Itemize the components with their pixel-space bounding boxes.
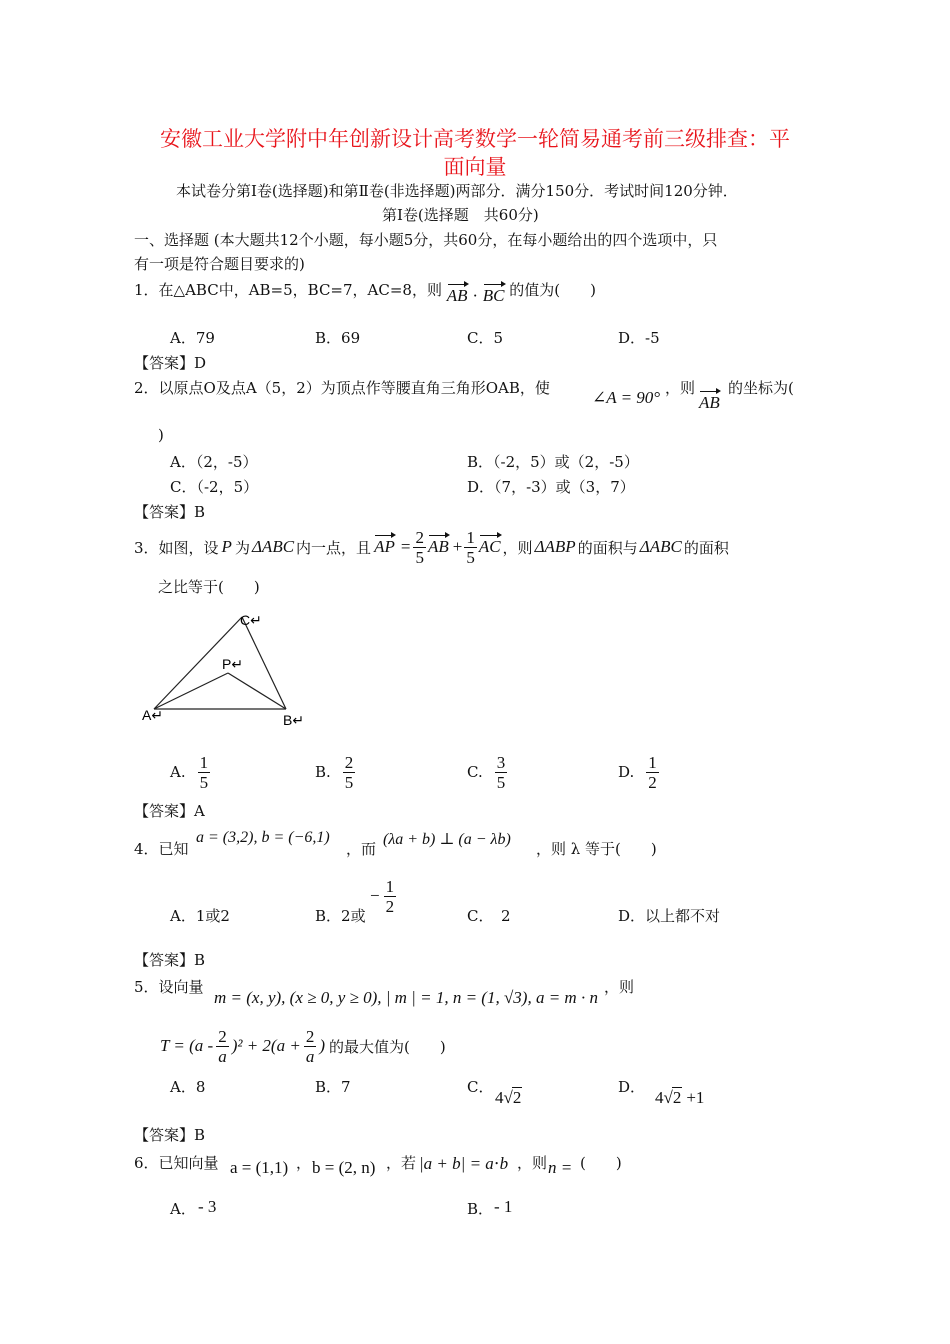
q3-triangle-abc: ΔABC [251, 537, 295, 556]
q3-line2: 之比等于( ) [158, 578, 260, 596]
q4-option-c: C． 2 [467, 907, 511, 925]
q5-condition: m = (x, y), (x ≥ 0, y ≥ 0), | m | = 1, n = (1, √3), a = m · n [214, 988, 598, 1007]
q4-mid: ，而 [346, 840, 377, 858]
q5-expr-frac-2 [304, 1027, 317, 1066]
q3-option-c-num: 3 [496, 752, 506, 772]
q5-answer: 【答案】B [134, 1126, 206, 1144]
section-heading-line1: 一、选择题 (本大题共12个小题，每小题5分，共60分，在每小题给出的四个选项中，只 [134, 231, 718, 249]
q5-option-c-value: 4√2 [495, 1088, 522, 1107]
page-title-line1: 安徽工业大学附中年创新设计高考数学一轮简易通考前三级排查：平 [160, 127, 790, 151]
q5-option-c-coef: 4 [495, 1088, 504, 1107]
q3-option-d-den: 2 [648, 772, 657, 792]
q5-expr-a: T = (a - [160, 1036, 214, 1055]
q2-angle-math: ∠A = 90° [592, 388, 661, 407]
q5-expression [160, 1022, 446, 1070]
q1-option-b: B．69 [315, 329, 361, 347]
q1-stem [134, 279, 597, 305]
q3-option-c-den: 5 [496, 772, 506, 792]
q1-option-d: D．-5 [618, 329, 660, 347]
q3-stem [134, 527, 729, 567]
q2-text: 2．以原点O及点A（5，2）为顶点作等腰直角三角形OAB，使 [134, 379, 550, 397]
q3-text-f: 的面积 [683, 538, 729, 557]
q3-vector-ap: AP [374, 537, 395, 556]
q3-option-a-num: 1 [199, 752, 209, 772]
q1-vector-ab: AB [446, 286, 468, 305]
q4-condition-1: a = (3,2), b = (−6,1) [196, 829, 330, 846]
q2-option-c: C．（-2，5） [170, 478, 259, 496]
q3-option-b-den: 5 [344, 772, 354, 792]
q2-option-b: B．（-2，5）或（2，-5） [467, 453, 639, 471]
q6-mid: ，若 [386, 1154, 417, 1172]
q6-text: 6．已知向量 [134, 1154, 219, 1172]
q3-option-b-letter: B. [315, 763, 331, 781]
q3-text-e: 的面积与 [577, 538, 638, 557]
q3-plus: + [452, 537, 463, 556]
q4-tail: ，则 λ 等于( ) [536, 840, 657, 858]
q5-option-b: B．7 [315, 1078, 351, 1096]
q3-answer: 【答案】A [134, 802, 205, 820]
part-heading: 第Ⅰ卷(选择题 共60分) [382, 206, 539, 224]
figure-label-b: B↵ [283, 712, 305, 728]
q3-option-a-den: 5 [199, 772, 209, 792]
q6-option-a: A． [170, 1200, 196, 1218]
q1-answer: 【答案】D [134, 354, 207, 372]
section-heading-line2: 有一项是符合题目要求的) [134, 255, 305, 273]
q3-frac-2 [464, 528, 477, 567]
q5-expr-b: )² + 2(a + [231, 1036, 301, 1055]
q6-option-b-value: - 1 [494, 1197, 513, 1216]
q5-tail: ，则 [604, 978, 635, 996]
q1-dot: · [472, 286, 478, 305]
q5-expr-tail: 的最大值为( ) [329, 1037, 446, 1056]
q3-option-d-frac [646, 753, 659, 792]
q3-option-b-num: 2 [344, 752, 354, 772]
q6-option-b: B． [467, 1200, 494, 1218]
q6-sep: ， [296, 1154, 312, 1172]
q2-option-d: D．（7，-3）或（3，7） [467, 478, 635, 496]
q3-option-c-letter: C. [467, 763, 483, 781]
q2-tail: 的坐标为( [728, 379, 794, 397]
q6-a-eq: a = (1,1) [230, 1158, 289, 1177]
q3-option-b [315, 750, 355, 794]
q3-text-b: 为 [234, 538, 250, 557]
figure-label-a: A↵ [142, 707, 164, 723]
q1-option-a: A．79 [170, 329, 215, 347]
q6-option-a-value: - 3 [198, 1197, 217, 1216]
q4-text: 4．已知 [134, 840, 189, 858]
figure-label-p: P↵ [222, 656, 244, 672]
q6-condition: |a + b| = a⋅b [419, 1154, 509, 1173]
q5-expr-frac-1-num: 2 [218, 1026, 227, 1046]
q1-tail: 的值为( ) [509, 281, 597, 299]
q4-option-b-sign: − [370, 886, 380, 905]
q3-option-a-frac [198, 753, 211, 792]
q3-equals: = [400, 537, 411, 556]
q6-b-eq: b = (2, n) [312, 1158, 376, 1177]
q5-option-c-radicand: 2 [512, 1088, 522, 1107]
q3-frac-1-num: 2 [415, 527, 424, 547]
q5-expr-c: ) [319, 1036, 325, 1055]
q3-text-c: 内一点，且 [296, 538, 372, 557]
q3-text-a: 3．如图，设 [134, 538, 219, 557]
q2-mid: ，则 [665, 379, 696, 397]
q3-triangle-abc-2: ΔABC [639, 537, 682, 556]
q6-tail: ( ) [580, 1154, 622, 1172]
q1-vector-bc: BC [482, 286, 505, 305]
q2-cont: ) [158, 426, 164, 444]
q3-option-d-num: 1 [648, 752, 657, 772]
q5-expr-frac-2-num: 2 [305, 1026, 315, 1046]
q4-option-b-den: 2 [385, 896, 395, 916]
q1-text: 1．在△ABC中，AB=5，BC=7，AC=8，则 [134, 281, 442, 299]
q4-option-d: D．以上都不对 [618, 907, 721, 925]
q5-option-d-coef: 4 [655, 1088, 664, 1107]
q3-vector-ac: AC [478, 537, 501, 556]
q4-option-b: B．2或 [315, 907, 366, 925]
q3-option-d-letter: D. [618, 763, 635, 781]
exam-info: 本试卷分第Ⅰ卷(选择题)和第Ⅱ卷(非选择题)两部分．满分150分．考试时间120分钟． [176, 182, 738, 200]
q5-option-d: D． [618, 1078, 646, 1096]
page-title-line2: 面向量 [443, 155, 507, 179]
figure-label-c: C↵ [240, 612, 262, 628]
q6-n-eq: n = [548, 1158, 573, 1177]
q4-condition-2: (λa + b) ⊥ (a − λb) [383, 831, 511, 848]
q4-option-a: A．1或2 [170, 907, 230, 925]
q5-expr-frac-1-den: a [218, 1046, 227, 1066]
q3-frac-2-num: 1 [466, 527, 475, 547]
q3-triangle-abp: ΔABP [534, 537, 576, 556]
q5-text: 5．设向量 [134, 978, 204, 996]
q5-option-d-radicand: 2 [672, 1088, 682, 1107]
q3-option-a [170, 750, 210, 794]
q4-option-b-frac [384, 877, 397, 916]
q3-frac-1-den: 5 [415, 547, 424, 567]
figure-edge-ap [154, 673, 228, 709]
q5-option-c: C． [467, 1078, 494, 1096]
q3-option-c-frac [495, 753, 508, 792]
q2-answer: 【答案】B [134, 503, 206, 521]
q4-option-b-frac-wrap [370, 872, 396, 920]
q2-vector-wrap [699, 393, 720, 413]
q3-triangle-figure [140, 605, 320, 730]
q4-option-b-num: 1 [385, 876, 395, 896]
q3-vector-ab: AB [427, 537, 449, 556]
q5-option-d-value: 4√2 +1 [655, 1088, 705, 1107]
q5-option-a: A．8 [170, 1078, 206, 1096]
q3-frac-1 [413, 528, 426, 567]
q3-point-p: P [221, 537, 232, 556]
q5-expr-frac-2-den: a [305, 1046, 315, 1066]
q3-option-d [618, 750, 659, 794]
q2-vector-ab: AB [699, 393, 720, 412]
q4-answer: 【答案】B [134, 951, 206, 969]
q6-mid2: ，则 [517, 1154, 548, 1172]
q3-text-d: ，则 [502, 538, 533, 557]
q3-option-b-frac [343, 753, 356, 792]
q3-option-c [467, 750, 507, 794]
q5-expr-frac-1 [216, 1027, 229, 1066]
q3-option-a-letter: A. [170, 763, 186, 781]
q2-option-a: A．（2，-5） [170, 453, 258, 471]
q5-option-d-plus: +1 [686, 1088, 705, 1107]
q1-option-c: C．5 [467, 329, 504, 347]
q3-frac-2-den: 5 [466, 547, 475, 567]
